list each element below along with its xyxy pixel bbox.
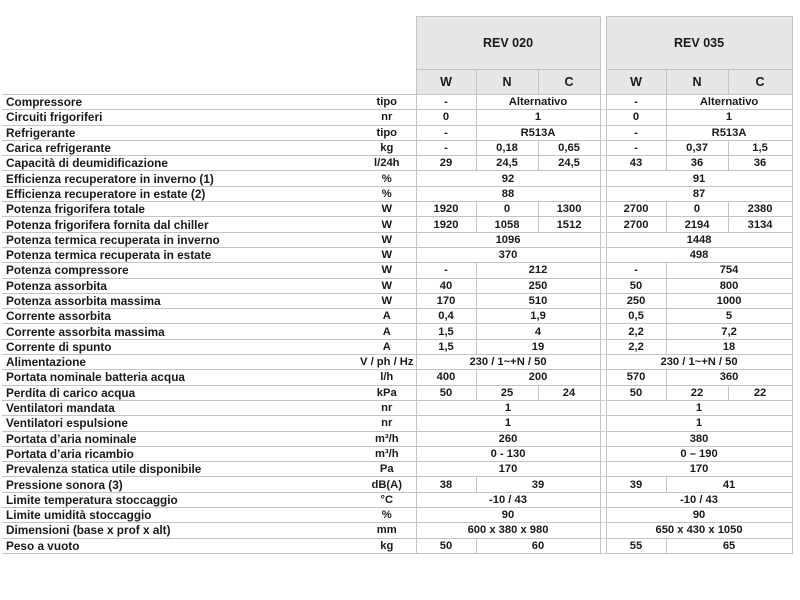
value-cell: 25 — [476, 385, 538, 400]
row-label: Efficienza recuperatore in inverno (1) — [2, 171, 358, 186]
value-cell: 50 — [416, 538, 476, 553]
value-cell: 90 — [606, 508, 792, 523]
value-cell: -10 / 43 — [416, 492, 600, 507]
table-row — [2, 247, 792, 262]
row-label: Portata d’aria ricambio — [2, 446, 358, 461]
value-cell: 570 — [606, 370, 666, 385]
value-cell: 1 — [606, 400, 792, 415]
value-cell: - — [606, 140, 666, 155]
value-cell: 1300 — [538, 202, 600, 217]
value-cell: 510 — [476, 293, 600, 308]
value-cell: 170 — [416, 462, 600, 477]
value-cell: 50 — [606, 278, 666, 293]
spec-table-body — [2, 95, 792, 554]
variant-header-w: W — [416, 70, 476, 95]
header-spacer — [2, 17, 416, 70]
row-unit: A — [358, 324, 416, 339]
table-row — [2, 355, 792, 370]
value-cell: 39 — [606, 477, 666, 492]
row-label: Ventilatori espulsione — [2, 416, 358, 431]
value-cell: Alternativo — [666, 95, 792, 110]
value-cell: 22 — [666, 385, 728, 400]
value-cell: 5 — [666, 309, 792, 324]
table-row — [2, 110, 792, 125]
row-label: Potenza frigorifera totale — [2, 202, 358, 217]
value-cell: 24,5 — [476, 156, 538, 171]
spec-table — [2, 16, 793, 554]
value-cell: 1,5 — [416, 324, 476, 339]
value-cell: 754 — [666, 263, 792, 278]
row-label: Limite temperatura stoccaggio — [2, 492, 358, 507]
row-label: Circuiti frigoriferi — [2, 110, 358, 125]
value-cell: - — [416, 95, 476, 110]
value-cell: 2194 — [666, 217, 728, 232]
row-unit: W — [358, 247, 416, 262]
row-unit: A — [358, 309, 416, 324]
row-label: Corrente di spunto — [2, 339, 358, 354]
value-cell: 380 — [606, 431, 792, 446]
value-cell: 3134 — [728, 217, 792, 232]
table-row — [2, 293, 792, 308]
value-cell: 90 — [416, 508, 600, 523]
value-cell: 92 — [416, 171, 600, 186]
value-cell: 0 — [606, 110, 666, 125]
table-row — [2, 171, 792, 186]
row-unit: l/24h — [358, 156, 416, 171]
value-cell: 0,4 — [416, 309, 476, 324]
row-unit: tipo — [358, 125, 416, 140]
row-unit: nr — [358, 110, 416, 125]
variant-header-c: C — [728, 70, 792, 95]
value-cell: 24 — [538, 385, 600, 400]
row-label: Alimentazione — [2, 355, 358, 370]
value-cell: 0,18 — [476, 140, 538, 155]
table-row — [2, 95, 792, 110]
value-cell: Alternativo — [476, 95, 600, 110]
value-cell: 0,5 — [606, 309, 666, 324]
row-label: Potenza assorbita massima — [2, 293, 358, 308]
value-cell: 1920 — [416, 202, 476, 217]
value-cell: 1448 — [606, 232, 792, 247]
variant-header-n: N — [666, 70, 728, 95]
table-row — [2, 309, 792, 324]
row-unit: m³/h — [358, 431, 416, 446]
value-cell: 650 x 430 x 1050 — [606, 523, 792, 538]
row-unit: l/h — [358, 370, 416, 385]
value-cell: - — [416, 140, 476, 155]
table-row — [2, 477, 792, 492]
value-cell: 29 — [416, 156, 476, 171]
value-cell: 1512 — [538, 217, 600, 232]
value-cell: - — [606, 125, 666, 140]
value-cell: 1 — [416, 416, 600, 431]
value-cell: 1096 — [416, 232, 600, 247]
value-cell: 170 — [416, 293, 476, 308]
product-header-rev020: REV 020 — [416, 17, 600, 70]
value-cell: 65 — [666, 538, 792, 553]
value-cell: 250 — [476, 278, 600, 293]
value-cell: 360 — [666, 370, 792, 385]
row-label: Corrente assorbita massima — [2, 324, 358, 339]
row-label: Limite umidità stoccaggio — [2, 508, 358, 523]
row-unit: mm — [358, 523, 416, 538]
table-row — [2, 278, 792, 293]
value-cell: 7,2 — [666, 324, 792, 339]
value-cell: 55 — [606, 538, 666, 553]
table-row — [2, 523, 792, 538]
value-cell: 22 — [728, 385, 792, 400]
value-cell: 2,2 — [606, 339, 666, 354]
table-row — [2, 446, 792, 461]
value-cell: 200 — [476, 370, 600, 385]
table-row — [2, 156, 792, 171]
value-cell: - — [606, 95, 666, 110]
value-cell: 260 — [416, 431, 600, 446]
value-cell: 600 x 380 x 980 — [416, 523, 600, 538]
table-row — [2, 217, 792, 232]
row-label: Refrigerante — [2, 125, 358, 140]
row-unit: dB(A) — [358, 477, 416, 492]
row-label: Potenza termica recuperata in inverno — [2, 232, 358, 247]
value-cell: 370 — [416, 247, 600, 262]
variant-header-row — [2, 70, 792, 95]
row-unit: m³/h — [358, 446, 416, 461]
variant-header-c: C — [538, 70, 600, 95]
table-row — [2, 263, 792, 278]
value-cell: 38 — [416, 477, 476, 492]
row-unit: W — [358, 263, 416, 278]
value-cell: 36 — [666, 156, 728, 171]
value-cell: 40 — [416, 278, 476, 293]
product-name-header-row — [2, 17, 792, 70]
row-label: Peso a vuoto — [2, 538, 358, 553]
value-cell: 250 — [606, 293, 666, 308]
row-label: Portata nominale batteria acqua — [2, 370, 358, 385]
variant-header-w: W — [606, 70, 666, 95]
value-cell: 2700 — [606, 202, 666, 217]
row-unit: tipo — [358, 95, 416, 110]
table-row — [2, 324, 792, 339]
value-cell: 1 — [606, 416, 792, 431]
value-cell: 2,2 — [606, 324, 666, 339]
value-cell: 1,5 — [728, 140, 792, 155]
row-label: Ventilatori mandata — [2, 400, 358, 415]
value-cell: 36 — [728, 156, 792, 171]
table-row — [2, 385, 792, 400]
table-row — [2, 339, 792, 354]
row-unit: kPa — [358, 385, 416, 400]
product-header-rev035: REV 035 — [606, 17, 792, 70]
row-unit: kg — [358, 538, 416, 553]
variant-header-n: N — [476, 70, 538, 95]
value-cell: R513A — [476, 125, 600, 140]
value-cell: 0,65 — [538, 140, 600, 155]
value-cell: 1,5 — [416, 339, 476, 354]
value-cell: 87 — [606, 186, 792, 201]
row-unit: V / ph / Hz — [358, 355, 416, 370]
row-unit: W — [358, 202, 416, 217]
value-cell: 170 — [606, 462, 792, 477]
value-cell: 41 — [666, 477, 792, 492]
row-label: Corrente assorbita — [2, 309, 358, 324]
value-cell: R513A — [666, 125, 792, 140]
row-unit: Pa — [358, 462, 416, 477]
row-label: Potenza frigorifera fornita dal chiller — [2, 217, 358, 232]
value-cell: 0 — [666, 202, 728, 217]
row-label: Carica refrigerante — [2, 140, 358, 155]
row-label: Compressore — [2, 95, 358, 110]
value-cell: 2380 — [728, 202, 792, 217]
value-cell: 39 — [476, 477, 600, 492]
row-unit: % — [358, 508, 416, 523]
row-label: Potenza assorbita — [2, 278, 358, 293]
table-row — [2, 202, 792, 217]
row-label: Portata d’aria nominale — [2, 431, 358, 446]
table-row — [2, 416, 792, 431]
row-unit: W — [358, 278, 416, 293]
row-label: Potenza compressore — [2, 263, 358, 278]
row-unit: % — [358, 186, 416, 201]
row-unit: W — [358, 232, 416, 247]
row-label: Perdita di carico acqua — [2, 385, 358, 400]
row-unit: W — [358, 293, 416, 308]
value-cell: -10 / 43 — [606, 492, 792, 507]
value-cell: 0,37 — [666, 140, 728, 155]
value-cell: 18 — [666, 339, 792, 354]
value-cell: 1 — [416, 400, 600, 415]
table-row — [2, 125, 792, 140]
row-unit: kg — [358, 140, 416, 155]
value-cell: 0 – 190 — [606, 446, 792, 461]
value-cell: 498 — [606, 247, 792, 262]
row-label: Prevalenza statica utile disponibile — [2, 462, 358, 477]
value-cell: 0 — [416, 110, 476, 125]
value-cell: 1058 — [476, 217, 538, 232]
table-row — [2, 508, 792, 523]
value-cell: 91 — [606, 171, 792, 186]
table-row — [2, 400, 792, 415]
row-label: Potenza termica recuperata in estate — [2, 247, 358, 262]
value-cell: - — [416, 263, 476, 278]
row-unit: nr — [358, 416, 416, 431]
value-cell: 19 — [476, 339, 600, 354]
value-cell: 1 — [476, 110, 600, 125]
value-cell: 43 — [606, 156, 666, 171]
value-cell: 88 — [416, 186, 600, 201]
row-unit: °C — [358, 492, 416, 507]
value-cell: 1000 — [666, 293, 792, 308]
row-label: Efficienza recuperatore in estate (2) — [2, 186, 358, 201]
value-cell: - — [606, 263, 666, 278]
table-row — [2, 186, 792, 201]
value-cell: 4 — [476, 324, 600, 339]
row-label: Capacità di deumidificazione — [2, 156, 358, 171]
value-cell: 50 — [606, 385, 666, 400]
header-spacer — [2, 70, 416, 95]
value-cell: 1920 — [416, 217, 476, 232]
value-cell: 0 — [476, 202, 538, 217]
table-row — [2, 538, 792, 553]
table-row — [2, 370, 792, 385]
row-unit: nr — [358, 400, 416, 415]
value-cell: 800 — [666, 278, 792, 293]
table-row — [2, 431, 792, 446]
value-cell: - — [416, 125, 476, 140]
value-cell: 230 / 1~+N / 50 — [606, 355, 792, 370]
table-row — [2, 492, 792, 507]
value-cell: 1 — [666, 110, 792, 125]
value-cell: 0 - 130 — [416, 446, 600, 461]
table-row — [2, 462, 792, 477]
row-unit: A — [358, 339, 416, 354]
row-unit: % — [358, 171, 416, 186]
value-cell: 1,9 — [476, 309, 600, 324]
row-unit: W — [358, 217, 416, 232]
value-cell: 230 / 1~+N / 50 — [416, 355, 600, 370]
value-cell: 2700 — [606, 217, 666, 232]
value-cell: 50 — [416, 385, 476, 400]
value-cell: 212 — [476, 263, 600, 278]
row-label: Dimensioni (base x prof x alt) — [2, 523, 358, 538]
table-row — [2, 140, 792, 155]
value-cell: 400 — [416, 370, 476, 385]
value-cell: 60 — [476, 538, 600, 553]
row-label: Pressione sonora (3) — [2, 477, 358, 492]
table-row — [2, 232, 792, 247]
value-cell: 24,5 — [538, 156, 600, 171]
